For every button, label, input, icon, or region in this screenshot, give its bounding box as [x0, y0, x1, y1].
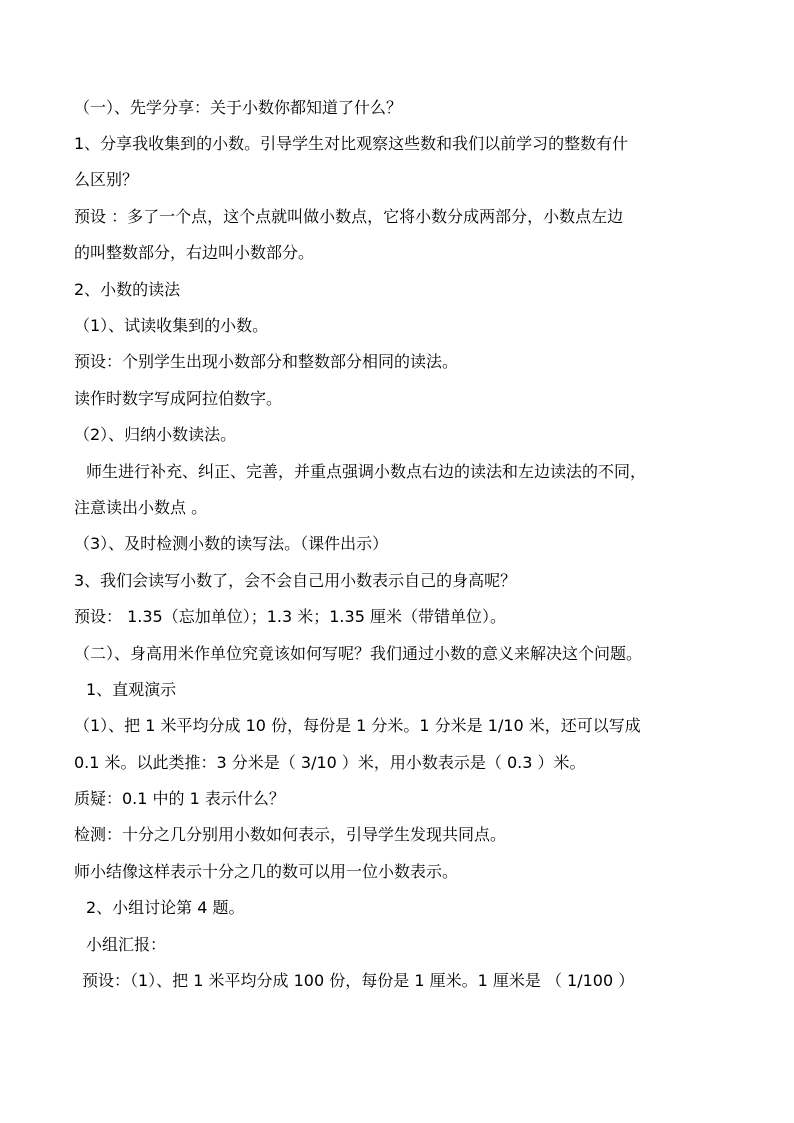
heading-section-2: （二）、身高用米作单位究竟该如何写呢？我们通过小数的意义来解决这个问题。: [74, 644, 643, 663]
paragraph-line: 注意读出小数点 。: [74, 498, 208, 517]
subheading-line: 1、直观演示: [86, 680, 177, 699]
paragraph-line: （1）、试读收集到的小数。: [74, 316, 269, 335]
paragraph-line: 1、分享我收集到的小数。引导学生对比观察这些数和我们以前学习的整数有什: [74, 134, 629, 153]
subheading-line: 2、小数的读法: [74, 280, 181, 299]
paragraph-line: 么区别？: [74, 170, 139, 189]
paragraph-line: （2）、归纳小数读法。: [74, 425, 237, 444]
paragraph-line: 3、我们会读写小数了，会不会自己用小数表示自己的身高呢？: [74, 571, 517, 590]
paragraph-line: 预设： 1.35（忘加单位）；1.3 米；1.35 厘米（带错单位）。: [74, 607, 506, 626]
heading-section-1: （一）、先学分享：关于小数你都知道了什么？: [74, 98, 403, 117]
paragraph-line: （3）、及时检测小数的读写法。（课件出示）: [74, 534, 389, 553]
paragraph-line: 的叫整数部分，右边叫小数部分。: [74, 243, 315, 262]
paragraph-line: 师小结像这样表示十分之几的数可以用一位小数表示。: [74, 862, 459, 881]
paragraph-line: 小组汇报：: [86, 935, 167, 954]
paragraph-line: 师生进行补充、纠正、完善，并重点强调小数点右边的读法和左边读法的不同，: [86, 462, 647, 481]
paragraph-line: 读作时数字写成阿拉伯数字。: [74, 389, 283, 408]
subheading-line: 2、小组讨论第 4 题。: [86, 898, 245, 917]
paragraph-line: 质疑：0.1 中的 1 表示什么？: [74, 789, 285, 808]
paragraph-line: （1）、把 1 米平均分成 10 份，每份是 1 分米。1 分米是 1/10 米，还可以写成: [74, 716, 641, 735]
paragraph-line: 预设 ：多了一个点，这个点就叫做小数点，它将小数分成两部分，小数点左边: [74, 207, 624, 226]
paragraph-line: 预设：（1）、把 1 米平均分成 100 份，每份是 1 厘米。1 厘米是 （ 1/100 ）: [82, 971, 635, 990]
paragraph-line: 预设：个别学生出现小数部分和整数部分相同的读法。: [74, 352, 459, 371]
paragraph-line: 0.1 米。以此类推：3 分米是（ 3/10 ）米，用小数表示是（ 0.3 ）米。: [74, 753, 586, 772]
paragraph-line: 检测：十分之几分别用小数如何表示，引导学生发现共同点。: [74, 825, 507, 844]
